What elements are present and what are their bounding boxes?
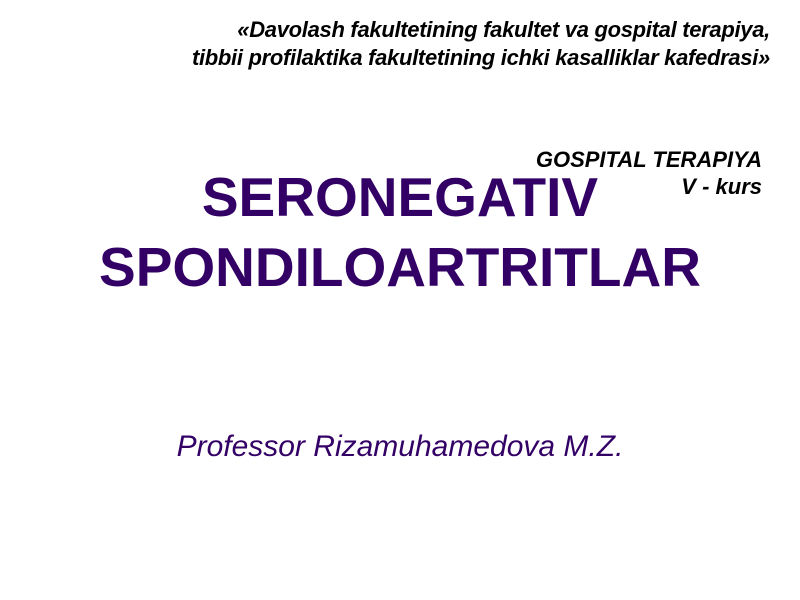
department-line-1: «Davolash fakultetining fakultet va gospital terapiya, xyxy=(237,17,770,42)
title-line-2: SPONDILOARTRITLAR xyxy=(99,236,701,298)
course-info xyxy=(536,146,762,200)
department-header xyxy=(10,16,770,72)
course-year: V - kurs xyxy=(681,174,762,199)
author-name: Professor Rizamuhamedova M.Z. xyxy=(176,430,624,463)
department-line-2: tibbii profilaktika fakultetining ichki kasalliklar kafedrasi» xyxy=(191,45,770,70)
course-subject: GOSPITAL TERAPIYA xyxy=(535,147,762,172)
title-line-1: SERONEGATIV xyxy=(201,166,599,228)
